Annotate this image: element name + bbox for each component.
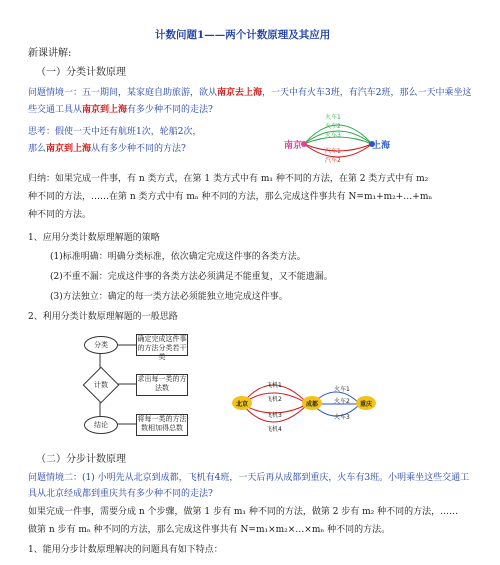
city-beijing: 北京 xyxy=(232,396,252,410)
page-title: 计数问题1——两个计数原理及其应用 xyxy=(155,29,331,41)
problem1-text-a: 问题情境一：五一期间，某家庭自助旅游，欲从 xyxy=(28,88,218,98)
point1-item-2: (2)不重不漏：完成这件事的各类方法必须满足不能重复，又不能遗漏。 xyxy=(50,272,333,282)
think-line1: 思考：假使一天中还有航班1次，轮船2次， xyxy=(28,127,202,137)
think-highlight: 南京到上海 xyxy=(46,144,92,154)
problem2-line1: 问题情境二：(1) 小明先从北京到成都，飞机有4班，一天后再从成都到重庆，火车有3班。小明乘坐这些交通工 xyxy=(28,473,470,483)
route-label-4: 汽车1 xyxy=(325,148,341,155)
think-text-a: 那么 xyxy=(28,144,47,154)
problem1-line1 xyxy=(28,87,472,100)
point1-item-1: (1)标准明确：明确分类标准，依次确定完成这件事的各类方法。 xyxy=(50,252,306,262)
shanghai-label: 上海 xyxy=(372,141,391,151)
flow-box-conclusion: 将每一类的方法数相加得总数 xyxy=(136,414,188,436)
flight-label-1: 飞机1 xyxy=(266,382,282,389)
flow-node-conclusion: 结论 xyxy=(84,416,118,434)
problem1-text-d: 些交通工具从 xyxy=(28,105,83,115)
route-label-1: 火车1 xyxy=(325,114,341,121)
problem2-line2: 具从北京经成都到重庆共有多少种不同的走法? xyxy=(28,489,213,499)
flow-node-classify: 分类 xyxy=(84,336,118,354)
nanjing-label: 南京 xyxy=(284,141,303,151)
flow-box-count: 求出每一类的方法数 xyxy=(136,374,188,396)
flight-label-4: 飞机4 xyxy=(266,426,282,433)
think-line2 xyxy=(28,143,186,156)
route-label-5: 汽车2 xyxy=(325,157,341,164)
summary2-line1: 如果完成一件事，需要分成 n 个步骤，做第 1 步有 m₁ 种不同的方法，做第 2 步有 m₂ 种不同的方法，…… xyxy=(28,507,459,517)
train-label-2: 火车2 xyxy=(334,398,350,405)
city-chengdu: 成都 xyxy=(302,396,322,410)
point1-heading: 1、应用分类计数原理解题的策略 xyxy=(28,233,160,243)
point3-heading: 1、能用分步计数原理解决的问题具有如下特点： xyxy=(28,545,223,555)
route-label-3: 火车3 xyxy=(325,132,341,139)
intro-label: 新课讲解: xyxy=(28,48,72,59)
summary1-line1: 归纳：如果完成一件事，有 n 类方式，在第 1 类方式中有 m₁ 种不同的方法，在第 2 类方式中有 m₂ xyxy=(28,174,429,184)
summary2-line2: 做第 n 步有 mₙ 种不同的方法，那么完成这件事共有 N=m₁×m₂×…×mₙ 种不同的方法。 xyxy=(28,525,391,535)
point2-heading: 2、利用分类计数原理解题的一般思路 xyxy=(28,312,178,322)
route-label-2: 火车2 xyxy=(325,123,341,130)
section2-heading: （二）分步计数原理 xyxy=(36,454,126,465)
point1-item-3: (3)方法独立：确定的每一类方法必须能独立地完成这件事。 xyxy=(50,292,288,302)
summary1-line3: 种不同的方法。 xyxy=(28,210,92,220)
think-text-c: 从有多少种不同的方法? xyxy=(91,144,186,154)
flight-label-2: 飞机2 xyxy=(266,396,282,403)
section1-heading: （一）分类计数原理 xyxy=(36,67,126,78)
train-label-1: 火车1 xyxy=(334,386,350,393)
problem1-text-c: ，一天中有火车3班，有汽车2班，那么一天中乘坐这 xyxy=(262,88,472,98)
problem1-text-e: 有多少种不同的走法? xyxy=(127,105,213,115)
problem1-highlight2: 南京到上海 xyxy=(82,105,128,115)
problem1-line2 xyxy=(28,104,213,117)
flight-label-3: 飞机3 xyxy=(266,412,282,419)
train-label-3: 火车3 xyxy=(334,414,350,421)
summary1-line2: 种不同的方法，……在第 n 类方式中有 mₙ 种不同的方法，那么完成这件事共有 N=m₁+m₂+…+mₙ xyxy=(28,192,433,202)
flow-box-classify: 确定完成这件事的方法分类若干类 xyxy=(137,335,187,361)
flow-node-count: 计数 xyxy=(94,381,108,389)
problem1-highlight: 南京去上海 xyxy=(217,88,263,98)
city-chongqing: 重庆 xyxy=(356,396,376,410)
